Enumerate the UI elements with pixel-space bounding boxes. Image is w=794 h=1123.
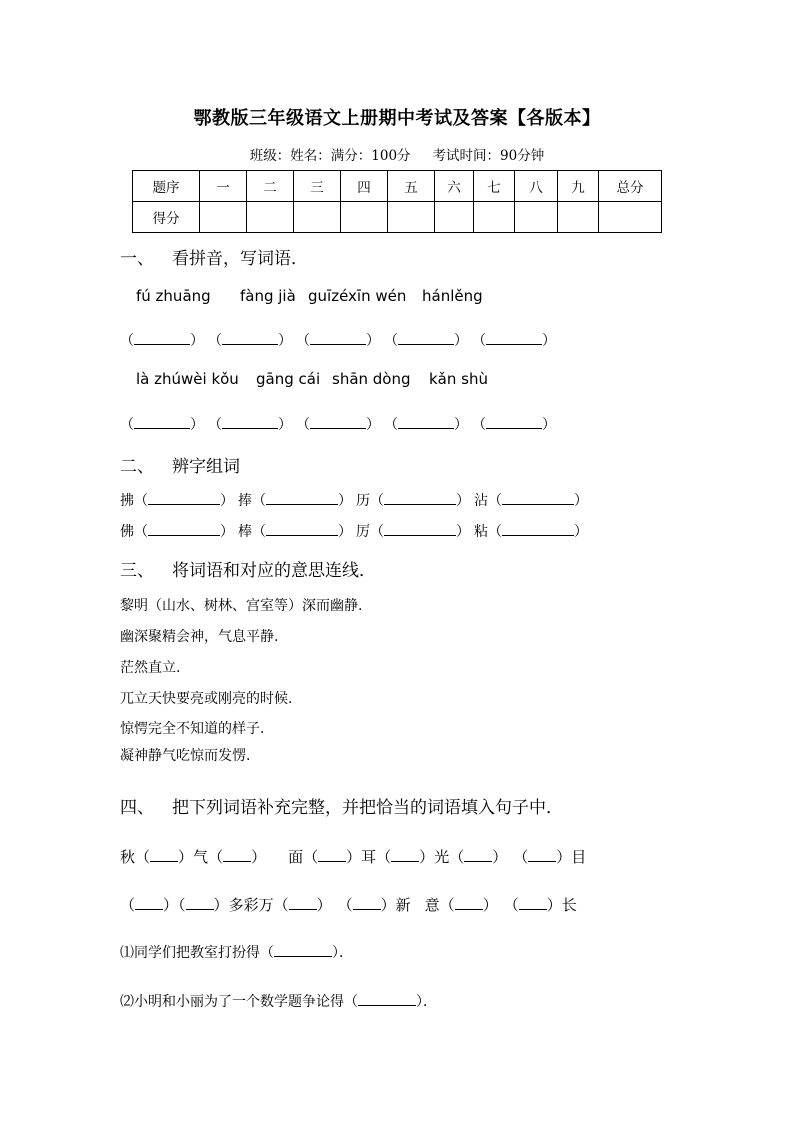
char-blank[interactable]: 棒（ ）	[238, 524, 352, 540]
match-line: 幽深聚精会神，气息平静.	[120, 629, 279, 645]
score-table-cell: 一	[200, 171, 247, 202]
fill-blank[interactable]	[353, 897, 381, 910]
answer-blanks-row-2	[120, 414, 560, 434]
pinyin-item: là zhúwèi kǒu	[136, 370, 239, 388]
char-pair-row-1	[120, 490, 592, 510]
section-4-title: 把下列词语补充完整，并把恰当的词语填入句子中．	[172, 798, 563, 818]
pinyin-item: guīzéxīn wén	[308, 287, 407, 305]
document-title: 鄂教版三年级语文上册期中考试及答案【各版本】	[193, 108, 601, 129]
score-input-cell[interactable]	[435, 202, 474, 233]
score-input-cell[interactable]	[294, 202, 341, 233]
fill-row-2: （ ）（ ）多彩万（ ） （ ）新 意（ ） （ ）长	[120, 896, 577, 914]
section-1-number: 一、	[120, 249, 154, 269]
char-blank[interactable]: 粘（ ）	[474, 524, 588, 540]
fill-blank[interactable]	[391, 849, 419, 862]
pinyin-item: gāng cái	[256, 370, 321, 388]
answer-blank[interactable]: （ ）	[472, 333, 556, 349]
score-table-cell: 七	[474, 171, 515, 202]
pinyin-item: hánlěng	[422, 287, 483, 305]
char-blank[interactable]: 佛（ ）	[120, 524, 234, 540]
char-pair-row-2	[120, 521, 592, 541]
answer-blanks-row-1	[120, 330, 560, 350]
section-3-heading	[120, 556, 376, 581]
section-1-heading	[120, 244, 308, 269]
answer-blank[interactable]: （ ）	[208, 333, 292, 349]
exam-info-class-name-score: 班级：姓名：满分：100分	[249, 148, 411, 164]
fill-blank[interactable]	[289, 897, 317, 910]
char-blank[interactable]: 捧（ ）	[238, 493, 352, 509]
score-table-cell: 九	[558, 171, 599, 202]
answer-blank[interactable]: （ ）	[296, 417, 380, 433]
score-input-cell[interactable]	[341, 202, 388, 233]
score-table-cell: 得分	[133, 202, 200, 233]
pinyin-item: fú zhuāng	[136, 287, 211, 305]
answer-blank[interactable]: （ ）	[384, 417, 468, 433]
pinyin-item: kǎn shù	[429, 370, 488, 388]
match-line: 惊愕完全不知道的样子.	[120, 721, 265, 737]
score-input-cell[interactable]	[200, 202, 247, 233]
pinyin-row-2	[136, 370, 488, 388]
score-table	[132, 170, 662, 233]
score-table-cell: 总分	[599, 171, 662, 202]
answer-blank[interactable]: （ ）	[472, 417, 556, 433]
score-table-cell: 二	[247, 171, 294, 202]
score-table-cell: 六	[435, 171, 474, 202]
pinyin-row-1	[136, 287, 483, 305]
section-4-heading	[120, 793, 563, 818]
char-blank[interactable]: 厉（ ）	[356, 524, 470, 540]
score-input-cell[interactable]	[515, 202, 558, 233]
score-input-cell[interactable]	[388, 202, 435, 233]
answer-blank[interactable]: （ ）	[208, 417, 292, 433]
section-1-title: 看拼音，写词语．	[172, 249, 308, 269]
exam-info-time: 考试时间：90分钟	[432, 148, 545, 164]
score-input-cell[interactable]	[247, 202, 294, 233]
score-table-cell: 题序	[133, 171, 200, 202]
fill-blank[interactable]	[186, 897, 214, 910]
fill-row-1: 秋（ ）气（ ） 面（ ）耳（ ）光（ ） （ ）目	[120, 848, 587, 866]
fill-blank[interactable]	[223, 849, 251, 862]
score-input-cell[interactable]	[599, 202, 662, 233]
sentence-1: ⑴同学们把教室打扮得（ ）．	[120, 945, 353, 961]
score-input-cell[interactable]	[474, 202, 515, 233]
fill-blank[interactable]	[150, 849, 178, 862]
char-blank[interactable]: 沾（ ）	[474, 493, 588, 509]
section-2-heading	[120, 452, 240, 477]
char-blank[interactable]: 拂（ ）	[120, 493, 234, 509]
sentence-blank[interactable]	[274, 944, 332, 957]
section-2-number: 二、	[120, 457, 154, 477]
score-table-cell: 三	[294, 171, 341, 202]
fill-blank[interactable]	[135, 897, 163, 910]
score-table-cell: 五	[388, 171, 435, 202]
match-line: 茫然直立.	[120, 660, 181, 676]
exam-info	[0, 144, 794, 164]
answer-blank[interactable]: （ ）	[296, 333, 380, 349]
match-line: 凝神静气吃惊而发愣.	[120, 748, 251, 764]
section-3-title: 将词语和对应的意思连线．	[172, 561, 376, 581]
score-table-cell: 八	[515, 171, 558, 202]
section-3-number: 三、	[120, 561, 154, 581]
score-table-header-row	[133, 171, 662, 202]
score-table-score-row	[133, 202, 662, 233]
fill-blank[interactable]	[464, 849, 492, 862]
fill-blank[interactable]	[519, 897, 547, 910]
section-4-number: 四、	[120, 798, 154, 818]
fill-blank[interactable]	[528, 849, 556, 862]
sentence-2: ⑵小明和小丽为了一个数学题争论得（ ）．	[120, 994, 437, 1010]
pinyin-item: fàng jià	[240, 287, 296, 305]
sentence-blank[interactable]	[358, 993, 416, 1006]
answer-blank[interactable]: （ ）	[120, 333, 204, 349]
fill-blank[interactable]	[455, 897, 483, 910]
section-2-title: 辨字组词	[172, 457, 240, 477]
match-line: 兀立天快要亮或刚亮的时候.	[120, 691, 293, 707]
answer-blank[interactable]: （ ）	[384, 333, 468, 349]
fill-blank[interactable]	[318, 849, 346, 862]
char-blank[interactable]: 历（ ）	[356, 493, 470, 509]
score-table-cell: 四	[341, 171, 388, 202]
score-input-cell[interactable]	[558, 202, 599, 233]
pinyin-item: shān dòng	[332, 370, 411, 388]
match-line: 黎明（山水、树林、宫室等）深而幽静.	[120, 598, 363, 614]
answer-blank[interactable]: （ ）	[120, 417, 204, 433]
